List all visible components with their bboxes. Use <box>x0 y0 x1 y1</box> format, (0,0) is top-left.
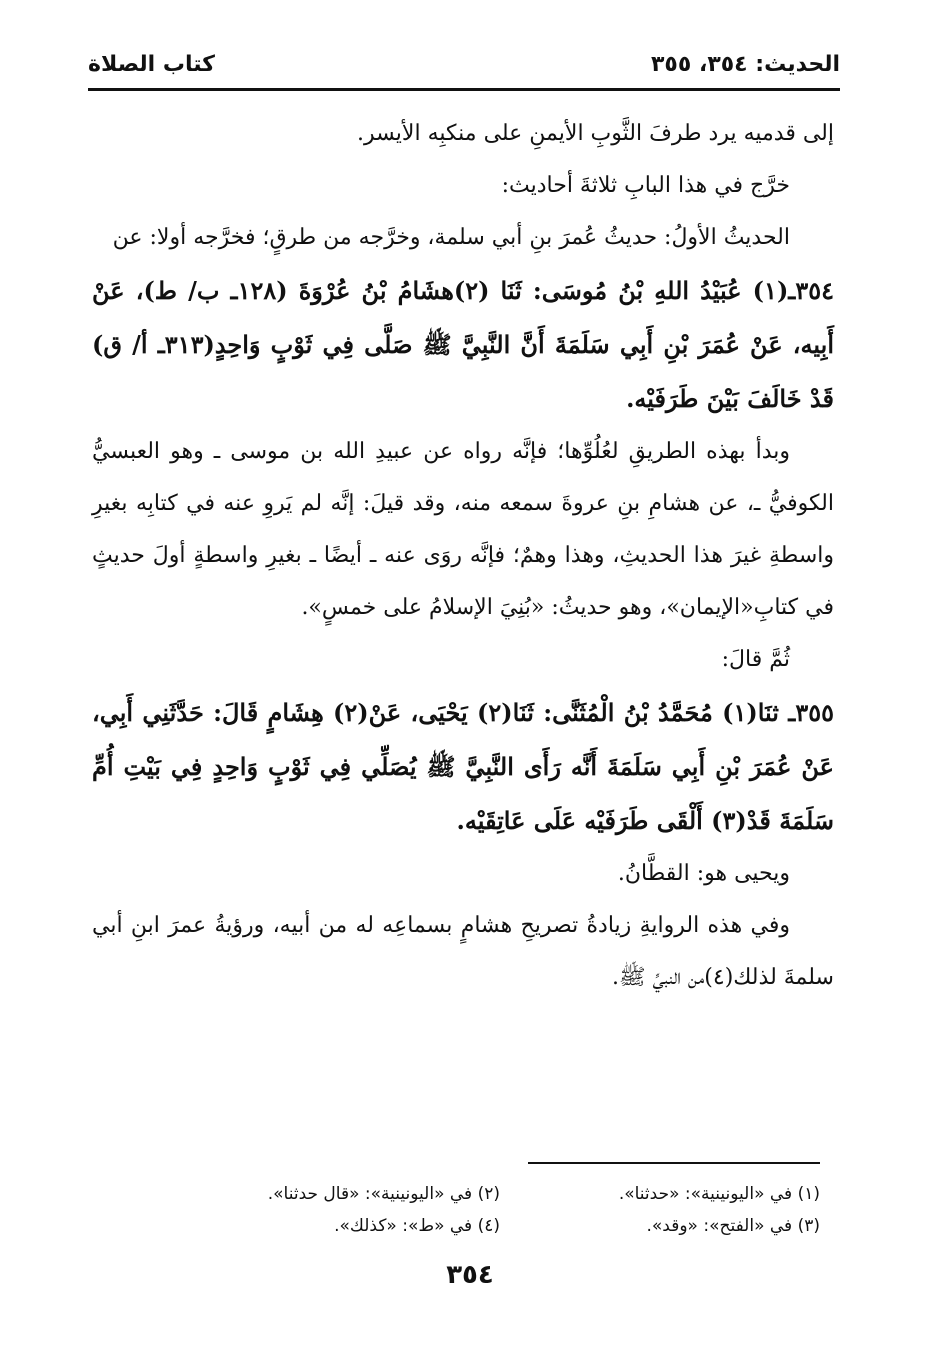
paragraph-first-hadith-intro: الحديثُ الأولُ: حديثُ عُمرَ بنِ أبي سلمة، وخرَّجه من طرقٍ؛ فخرَّجه أولا: عن <box>112 225 790 250</box>
footnote-row <box>180 1178 820 1210</box>
paragraph-continuation: إلى قدميه يرد طرفَ الثَّوبِ الأيمنِ على منكبِه الأيسر. <box>357 121 834 146</box>
paragraph-commentary-354: وبدأ بهذه الطريقِ لعُلُوِّها؛ فإنَّه رواه عن عبيدِ الله بن موسى ـ وهو العبسيُّ الكوفيُّ ـ، عن هشامِ بنِ عروةَ سمعه منه، وقد قيلَ: إنَّه لم يَروِ عنه في كتابِه بغيرِ واسطةِ غيرَ هذا الحديثِ، وهذا وهمٌ؛ فإنَّه روَى عنه ـ أيضًا ـ بغيرِ واسطةٍ أولَ حديثٍ في كتابِ«الإيمان»، وهو حديثُ: «بُنِيَ الإسلامُ على خمسٍ». <box>92 439 834 620</box>
footnote-row <box>180 1210 820 1242</box>
paragraph-chapter-intro: خرَّج في هذا البابِ ثلاثةَ أحاديث: <box>501 173 790 198</box>
paragraph-yahya-note: ويحيى هو: القطَّانُ. <box>617 861 790 886</box>
paragraph-then-said: ثُمَّ قالَ: <box>721 647 790 672</box>
page-body <box>92 108 834 1004</box>
hadith-355: ٣٥٥ـ ثنَا(١) مُحَمَّدُ بْنُ الْمُثَنَّى: ثَنَا(٢) يَحْيَى، عَنْ(٢) هِشَامٍ قَالَ: حَدَّثَنِي أَبِي، عَنْ عُمَرَ بْنِ أَبِي سَلَمَةَ أَنَّه رَأَى النَّبِيَّ ﷺ يُصَلِّي فِي ثَوْبٍ وَاحِدٍ فِي بَيْتِ أُمِّ سَلَمَةَ قَدْ(٣) أَلْقَى طَرَفَيْه عَلَى عَاتِقَيْه. <box>92 698 834 835</box>
header-book-title: كتاب الصلاة <box>88 52 215 77</box>
running-header <box>88 46 840 86</box>
footnote-1: (١) في «اليونينية»: «حدثنا». <box>618 1184 820 1204</box>
footnote-4: (٤) في «ط»: «كذلك». <box>334 1216 500 1236</box>
footnote-2: (٢) في «اليونينية»: «قال حدثنا». <box>267 1184 500 1204</box>
page-number: ٣٥٤ <box>446 1260 494 1290</box>
hadith-354: ٣٥٤ـ(١) عُبَيْدُ اللهِ بْنُ مُوسَى: ثَنَا (٢)هشَامُ بْنُ عُرْوَةَ (١٢٨ـ ب/ ط)، عَنْ أَبِيه، عَنْ عُمَرَ بْنِ أَبِي سَلَمَةَ أَنَّ النَّبِيَّ ﷺ صَلَّى فِي ثَوْبٍ وَاحِدٍ(٣١٣ـ أ/ ق) قَدْ خَالَفَ بَيْنَ طَرَفَيْه. <box>92 276 835 413</box>
footnote-divider <box>528 1162 820 1164</box>
footnote-3: (٣) في «الفتح»: «وقد». <box>646 1216 820 1236</box>
paragraph-commentary-355: وفي هذه الروايةِ زيادةُ تصريحِ هشامٍ بسماعِه له من أبيه، ورؤيةُ عمرَ ابنِ أبي سلمةَ لذلك(٤)من النبيِّ ﷺ. <box>92 913 834 990</box>
footnotes <box>180 1178 820 1242</box>
header-divider <box>88 88 840 91</box>
header-hadith-numbers: الحديث: ٣٥٤، ٣٥٥ <box>651 52 840 77</box>
